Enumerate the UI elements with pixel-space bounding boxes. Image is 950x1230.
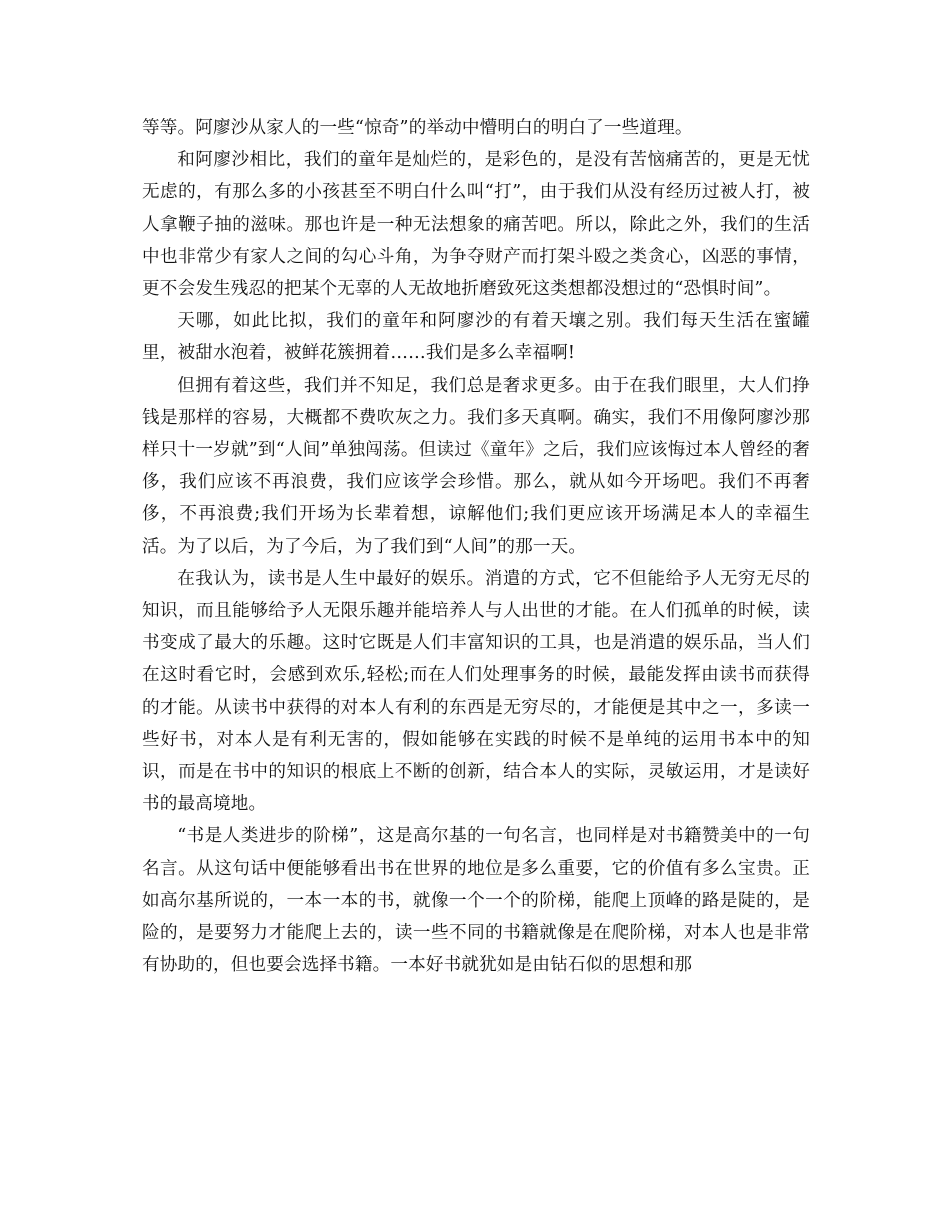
paragraph-cherish: 但拥有着这些，我们并不知足，我们总是奢求更多。由于在我们眼里，大人们挣钱是那样的容易，大概都不费吹灰之力。我们多天真啊。确实，我们不用像阿廖沙那样只十一岁就”到“人间”单独闯荡。但读过《童年》之后，我们应该悔过本人曾经的奢侈，我们应该不再浪费，我们应该学会珍惜。那么，就从如今开场吧。我们不再奢侈，不再浪费;我们开场为长辈着想，谅解他们;我们更应该开场满足本人的幸福生活。为了以后，为了今后，为了我们到“人间”的那一天。 [142, 375, 810, 557]
paragraph-continuation: 等等。阿廖沙从家人的一些“惊奇”的举动中懵明白的明白了一些道理。 [142, 118, 693, 138]
paragraph-childhood-comparison: 和阿廖沙相比，我们的童年是灿烂的，是彩色的，是没有苦恼痛苦的，更是无忧无虑的，有那么多的小孩甚至不明白什么叫“打”，由于我们从没有经历过被人打，被人拿鞭子抽的滋味。那也许是一种无法想象的痛苦吧。所以，除此之外，我们的生活中也非常少有家人之间的勾心斗角，为争夺财产而打架斗殴之类贪心，凶恶的事情，更不会发生残忍的把某个无辜的人无故地折磨致死这类想都没想过的“恐惧时间”。 [142, 150, 810, 300]
paragraph-reading-joy: 在我认为，读书是人生中最好的娱乐。消遣的方式，它不但能给予人无穷无尽的知识，而且能够给予人无限乐趣并能培养人与人出世的才能。在人们孤单的时候，读书变成了最大的乐趣。这时它既是人们丰富知识的工具，也是消遣的娱乐品，当人们在这时看它时，会感到欢乐,轻松;而在人们处理事务的时候，最能发挥由读书而获得的才能。从读书中获得的对本人有利的东西是无穷尽的，才能便是其中之一，多读一些好书，对本人是有利无害的，假如能够在实践的时候不是单纯的运用书本中的知识，而是在书中的知识的根底上不断的创新，结合本人的实际，灵敏运用，才是读好书的最高境地。 [142, 568, 810, 815]
paragraph-happiness: 天哪，如此比拟，我们的童年和阿廖沙的有着天壤之别。我们每天生活在蜜罐里，被甜水泡着，被鲜花簇拥着……我们是多么幸福啊! [142, 311, 810, 364]
document-body [142, 112, 810, 981]
paragraph-gorky-quote: “书是人类进步的阶梯”，这是高尔基的一句名言，也同样是对书籍赞美中的一句名言。从这句话中便能够看出书在世界的地位是多么重要，它的价值有多么宝贵。正如高尔基所说的，一本一本的书，就像一个一个的阶梯，能爬上顶峰的路是陡的，是险的，是要努力才能爬上去的，读一些不同的书籍就像是在爬阶梯，对本人也是非常有协助的，但也要会选择书籍。一本好书就犹如是由钻石似的思想和那 [142, 826, 810, 976]
